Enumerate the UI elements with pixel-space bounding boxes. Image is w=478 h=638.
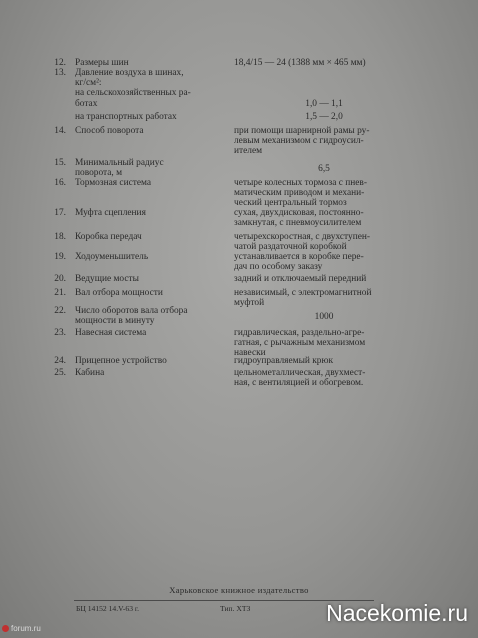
spec-label-line: Размеры шин — [75, 58, 129, 68]
spec-label-line: кг/см²: — [75, 78, 102, 89]
spec-label — [75, 252, 225, 262]
forum-watermark — [2, 624, 41, 633]
spec-label — [75, 126, 225, 136]
spec-label — [75, 274, 225, 284]
spec-label-line: Давление воздуха в шинах, — [75, 68, 184, 78]
spec-value-line: четыре колесных тормоза с пнев- — [234, 178, 367, 188]
spec-label — [75, 58, 225, 68]
forum-logo-icon — [2, 625, 9, 632]
spec-value — [234, 252, 414, 272]
spec-label-line: Число оборотов вала отбора — [75, 306, 188, 316]
spec-number: 24. — [54, 356, 66, 366]
spec-label — [75, 288, 225, 298]
spec-value — [234, 164, 414, 174]
spec-number: 16. — [54, 178, 66, 188]
spec-label-line: поворота, м — [75, 168, 122, 179]
spec-label — [75, 328, 225, 338]
spec-value-line: гатная, с рычажным механизмом — [234, 338, 366, 349]
order-number: БЦ 14152 14.V-63 г. — [76, 604, 140, 613]
spec-value — [234, 312, 414, 322]
spec-number: 18. — [54, 232, 66, 242]
spec-value — [234, 112, 414, 122]
spec-label — [75, 68, 225, 109]
spec-label-line: Ходоуменьшитель — [75, 252, 149, 262]
spec-number: 23. — [54, 328, 66, 338]
spec-label-line: Прицепное устройство — [75, 356, 167, 366]
spec-label — [75, 368, 225, 378]
spec-number: 25. — [54, 368, 66, 378]
spec-value-line: 1,5 — 2,0 — [305, 112, 343, 122]
spec-label — [75, 306, 225, 326]
spec-number: 12. — [54, 58, 66, 68]
spec-value — [234, 126, 414, 157]
spec-value-line: цельнометаллическая, двухмест- — [234, 368, 366, 378]
spec-value — [234, 208, 414, 228]
spec-label-line: ботах — [75, 98, 98, 109]
spec-value — [234, 328, 414, 359]
spec-label — [75, 158, 225, 178]
spec-label-line: Муфта сцепления — [75, 208, 146, 218]
spec-value-line: матическим приводом и механи- — [234, 188, 365, 199]
spec-label — [75, 208, 225, 218]
spec-label-line: Вал отбора мощности — [75, 288, 163, 298]
spec-value-line: ческий центральный тормоз — [234, 198, 347, 209]
spec-value-line: гидроуправляемый крюк — [234, 356, 334, 366]
spec-value-line: 18,4/15 — 24 (1388 мм × 465 мм) — [234, 58, 366, 68]
spec-label-line: Тормозная система — [75, 178, 152, 188]
spec-number: 20. — [54, 274, 66, 284]
spec-value-line: ная, с вентиляцией и обогревом. — [234, 378, 364, 389]
spec-value-line: 6,5 — [318, 164, 330, 175]
spec-value-line: чатой раздаточной коробкой — [234, 242, 347, 253]
spec-label-line: Кабина — [75, 368, 105, 378]
spec-value-line: четырехскоростная, с двухступен- — [234, 232, 371, 242]
spec-number: 15. — [54, 158, 66, 168]
spec-value-line: независимый, с электромагнитной — [234, 288, 372, 298]
spec-value-line: левым механизмом с гидроусил- — [234, 136, 364, 147]
spec-value-line: дач по особому заказу — [234, 262, 323, 273]
spec-value — [234, 356, 414, 366]
spec-value-line: ителем — [234, 146, 263, 157]
site-watermark: Nacekomie.ru — [326, 600, 468, 626]
spec-value-line: навески — [234, 348, 266, 359]
spec-number: 22. — [54, 306, 66, 316]
spec-label-line: Способ поворота — [75, 126, 144, 136]
spec-value-line: 1,0 — 1,1 — [305, 98, 343, 109]
spec-value — [234, 99, 414, 109]
spec-value-line: 1000 — [314, 312, 334, 323]
spec-number: 21. — [54, 288, 66, 298]
spec-label-line: Минимальный радиус — [75, 158, 164, 168]
spec-label-line: Коробка передач — [75, 232, 142, 242]
spec-value-line: замкнутая, с пневмоусилителем — [234, 218, 362, 229]
spec-number: 17. — [54, 208, 66, 218]
forum-watermark-text: forum.ru — [11, 624, 41, 633]
spec-value — [234, 232, 414, 252]
spec-label-line: Ведущие мосты — [75, 274, 139, 284]
spec-value-line: гидравлическая, раздельно-агре- — [234, 328, 365, 338]
printer-name: Тип. ХТЗ — [220, 604, 251, 613]
spec-number: 14. — [54, 126, 66, 136]
spec-value-line: устанавливается в коробке пере- — [234, 252, 364, 262]
spec-label-line: на сельскохозяйственных ра- — [75, 88, 191, 99]
spec-value-line: при помощи шарнирной рамы ру- — [234, 126, 370, 136]
spec-value — [234, 58, 414, 68]
spec-value-line: муфтой — [234, 298, 265, 309]
spec-label-line: Навесная система — [75, 328, 147, 338]
spec-label — [75, 112, 225, 122]
publisher-name: Харьковское книжное издательство — [169, 585, 309, 595]
spec-number: 13. — [54, 68, 66, 78]
spec-label-line: на транспортных работах — [75, 112, 177, 122]
spec-value — [234, 274, 414, 284]
spec-value — [234, 178, 414, 209]
spec-value — [234, 288, 414, 308]
spec-label — [75, 356, 225, 366]
spec-value — [234, 368, 414, 388]
spec-label — [75, 178, 225, 188]
spec-label — [75, 232, 225, 242]
spec-value-line: сухая, двухдисковая, постоянно- — [234, 208, 364, 218]
spec-number: 19. — [54, 252, 66, 262]
spec-value-line: задний и отключаемый передний — [234, 274, 367, 284]
spec-label-line: мощности в минуту — [75, 316, 155, 327]
